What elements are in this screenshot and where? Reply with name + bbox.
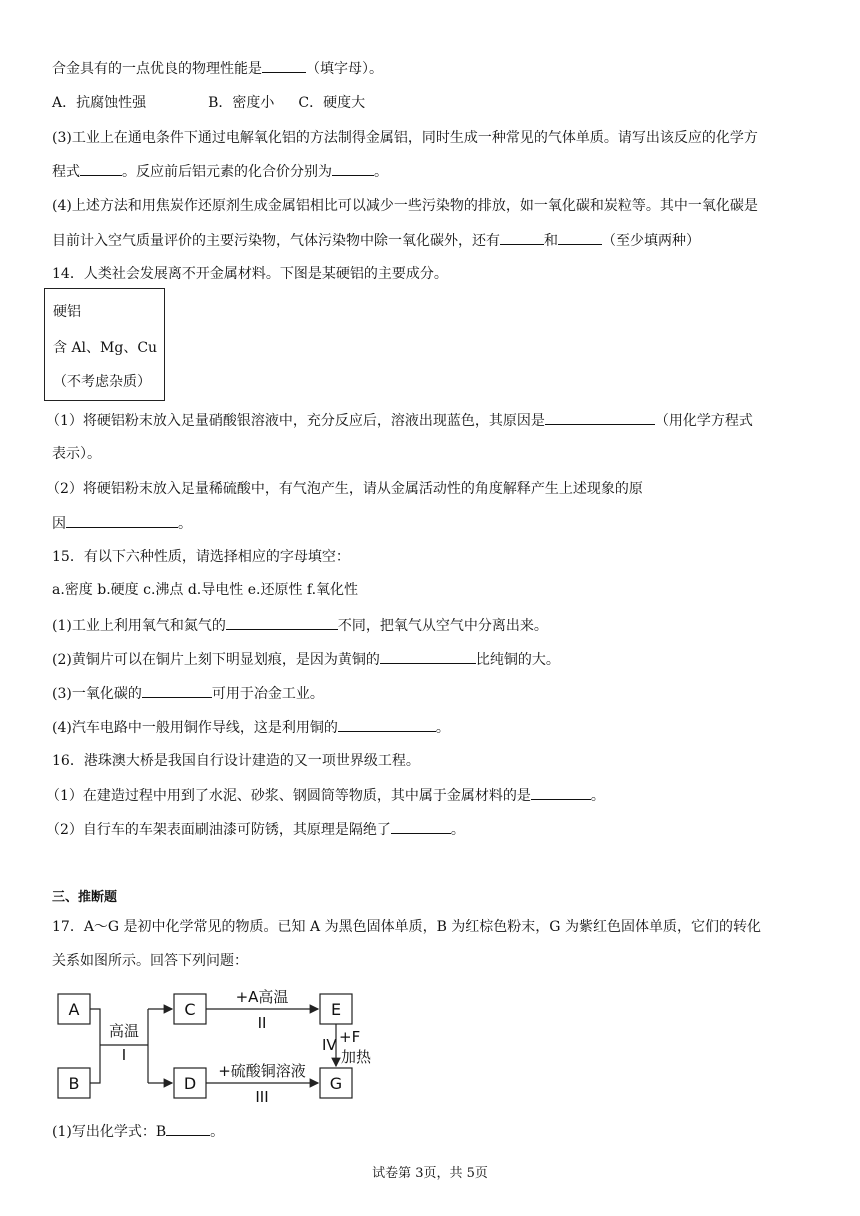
option-c: C．硬度大 (298, 95, 366, 111)
page-footer: 试卷第 3页，共 5页 (372, 1166, 488, 1181)
q14-p2-line1: （2）将硬铝粉末放入足量稀硫酸中，有气泡产生，请从金属活动性的角度解释产生上述现象的原 (46, 481, 643, 497)
hard-aluminum-box (44, 288, 165, 401)
q13-p4-line2: 目前计入空气质量评价的主要污染物，气体污染物中除一氧化碳外，还有 和 （至少填两种） (52, 230, 700, 251)
q16-p1: （1）在建造过程中用到了水泥、砂浆、钢圆筒等物质，其中属于金属材料的是 。 (46, 785, 605, 806)
answer-blank[interactable] (166, 1121, 210, 1136)
answer-blank[interactable] (332, 161, 374, 176)
option-b: B．密度小 (208, 95, 275, 111)
label-a: A (68, 1000, 80, 1019)
label-c: C (184, 1000, 196, 1019)
q13-p4-line1: (4)上述方法和用焦炭作还原剂生成金属铝相比可以减少一些污染物的排放，如一氧化碳和炭粒等。其中一氧化碳是 (52, 198, 758, 214)
q13-p3-line2: 程式 。反应前后铝元素的化合价分别为 。 (52, 161, 388, 182)
label-b: B (68, 1074, 80, 1093)
q17-line2: 关系如图所示。回答下列问题： (52, 953, 248, 969)
q15-p1: (1)工业上利用氧气和氮气的 不同，把氧气从空气中分离出来。 (52, 615, 548, 636)
q14-p1-line1: （1）将硬铝粉末放入足量硝酸银溶液中，充分反应后，溶液出现蓝色，其原因是 （用化学方程式 (46, 410, 753, 431)
q16-p2: （2）自行车的车架表面刷油漆可防锈，其原理是隔绝了 。 (46, 819, 465, 840)
cond1-label: 高温 (108, 1022, 140, 1040)
answer-blank[interactable] (66, 513, 178, 528)
answer-blank[interactable] (338, 717, 436, 732)
q15-stem: 15．有以下六种性质，请选择相应的字母填空： (52, 549, 350, 565)
section-title: 三、推断题 (52, 890, 118, 905)
q13-p3-line1: (3)工业上在通电条件下通过电解氧化铝的方法制得金属铝，同时生成一种常见的气体单质。请写出该反应的化学方 (52, 130, 758, 146)
q15-p3: (3)一氧化碳的 可用于冶金工业。 (52, 683, 324, 704)
cond1-number: I (121, 1046, 127, 1064)
transformation-diagram (50, 988, 390, 1104)
q14-stem: 14．人类社会发展离不开金属材料。下图是某硬铝的主要成分。 (52, 266, 448, 282)
answer-blank[interactable] (558, 230, 602, 245)
q15-options: a.密度 b.硬度 c.沸点 d.导电性 e.还原性 f.氧化性 (52, 582, 359, 598)
option-a: A．抗腐蚀性强 (52, 95, 147, 111)
answer-blank[interactable] (391, 819, 451, 834)
answer-blank[interactable] (531, 785, 591, 800)
q13-line1: 合金具有的一点优良的物理性能是 （填字母）。 (52, 58, 383, 79)
q15-p2: (2)黄铜片可以在铜片上刻下明显划痕，是因为黄铜的 比纯铜的大。 (52, 649, 560, 670)
box-composition: 含 Al、Mg、Cu (53, 340, 158, 356)
cond2-number: II (257, 1014, 267, 1032)
answer-blank[interactable] (262, 58, 306, 73)
q16-stem: 16．港珠澳大桥是我国自行设计建造的又一项世界级工程。 (52, 753, 420, 769)
box-title: 硬铝 (53, 304, 81, 320)
answer-blank[interactable] (226, 615, 338, 630)
answer-blank[interactable] (500, 230, 544, 245)
q14-p1-line2: 表示）。 (52, 446, 101, 462)
cond4-reagent: +F (339, 1028, 361, 1046)
cond3-label: +硫酸铜溶液 (218, 1062, 306, 1080)
answer-blank[interactable] (80, 161, 122, 176)
answer-blank[interactable] (142, 683, 212, 698)
q13-options (52, 93, 365, 113)
q17-p1: (1)写出化学式：B 。 (52, 1121, 224, 1142)
cond2-label: +A高温 (235, 988, 289, 1006)
label-g: G (329, 1074, 343, 1093)
bracket-line (90, 1009, 100, 1083)
q14-p2-line2: 因 。 (52, 513, 192, 534)
cond3-number: III (255, 1088, 269, 1104)
q15-p4: (4)汽车电路中一般用铜作导线，这是利用铜的 。 (52, 717, 450, 738)
answer-blank[interactable] (380, 649, 476, 664)
cond4-condition: 加热 (341, 1048, 372, 1066)
label-e: E (330, 1000, 342, 1019)
answer-blank[interactable] (545, 410, 655, 425)
label-d: D (183, 1074, 197, 1093)
box-note: （不考虑杂质） (53, 374, 151, 390)
q17-line1: 17．A～G 是初中化学常见的物质。已知 A 为黑色固体单质，B 为红棕色粉末，G 为紫红色固体单质，它们的转化 (52, 919, 761, 935)
cond4-number: IV (322, 1036, 337, 1054)
